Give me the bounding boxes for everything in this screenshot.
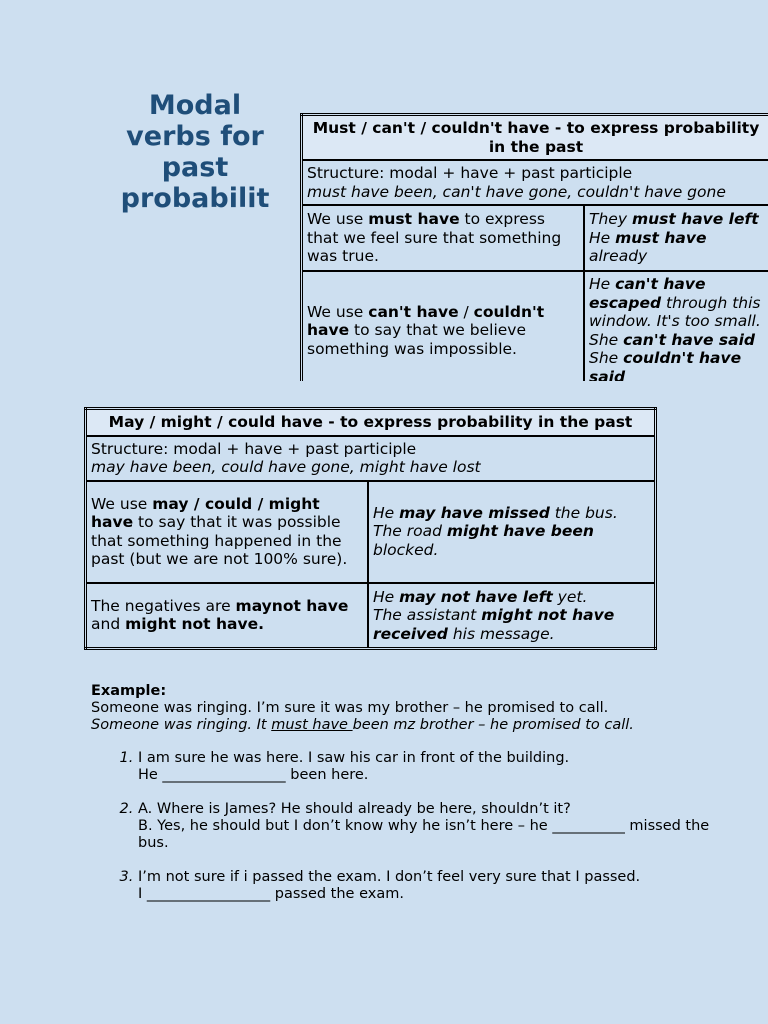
example-cell: They must have left He must have already <box>584 205 768 271</box>
example-label: Example: <box>91 683 167 699</box>
title-line: verbs for <box>126 121 264 152</box>
example-cell: He may not have left yet. The assistant might not have received his message. <box>368 583 656 649</box>
exercise-item: 3. I’m not sure if i passed the exam. I don’t feel very sure that I passed. I _________________ passed the exam. <box>138 869 731 903</box>
structure-text: Structure: modal + have + past participle <box>307 164 633 182</box>
title-line: Modal <box>148 90 242 121</box>
structure-examples: may have been, could have gone, might have lost <box>91 458 481 476</box>
usage-cell: We use can't have / couldn't have to say that we believe something was impossible. <box>302 271 585 381</box>
table-header: May / might / could have - to express probability in the past <box>86 409 656 436</box>
title-line: past <box>161 152 229 183</box>
exercise-item: 1. I am sure he was here. I saw his car in front of the building. He _________________ been here. <box>138 750 731 784</box>
exercise-list <box>91 750 731 903</box>
structure-examples: must have been, can't have gone, couldn't have gone <box>307 182 726 201</box>
example-line: Someone was ringing. I’m sure it was my brother – he promised to call. <box>91 700 609 716</box>
structure-cell <box>302 160 768 205</box>
usage-cell: We use may / could / might have to say that it was possible that something happened in the past (but we are not 100% sure). <box>86 481 369 583</box>
exercise-item: 2. A. Where is James? He should already be here, shouldn’t it? B. Yes, he should but I don’t know why he isn’t here – he __________ missed the bus. <box>138 801 731 852</box>
structure-text: Structure: modal + have + past participle <box>91 439 417 458</box>
usage-cell: We use must have to express that we feel sure that something was true. <box>302 205 585 271</box>
must-have-table-container <box>300 113 768 381</box>
must-have-table <box>300 113 768 381</box>
example-section <box>91 683 731 920</box>
example-cell: He may have missed the bus. The road might have been blocked. <box>368 481 656 583</box>
example-cell: He can't have escaped through this window. It's too small. She can't have said She couldn't have said <box>584 271 768 381</box>
title-line: probabilit <box>120 183 270 214</box>
example-answer-line: Someone was ringing. It must have been mz brother – he promised to call. <box>91 717 634 733</box>
table-header: Must / can't / couldn't have - to express probability in the past <box>302 115 768 161</box>
structure-cell <box>86 436 656 481</box>
usage-cell: The negatives are maynot have and might not have. <box>86 583 369 649</box>
may-might-table <box>84 407 657 650</box>
page-title <box>100 90 290 214</box>
